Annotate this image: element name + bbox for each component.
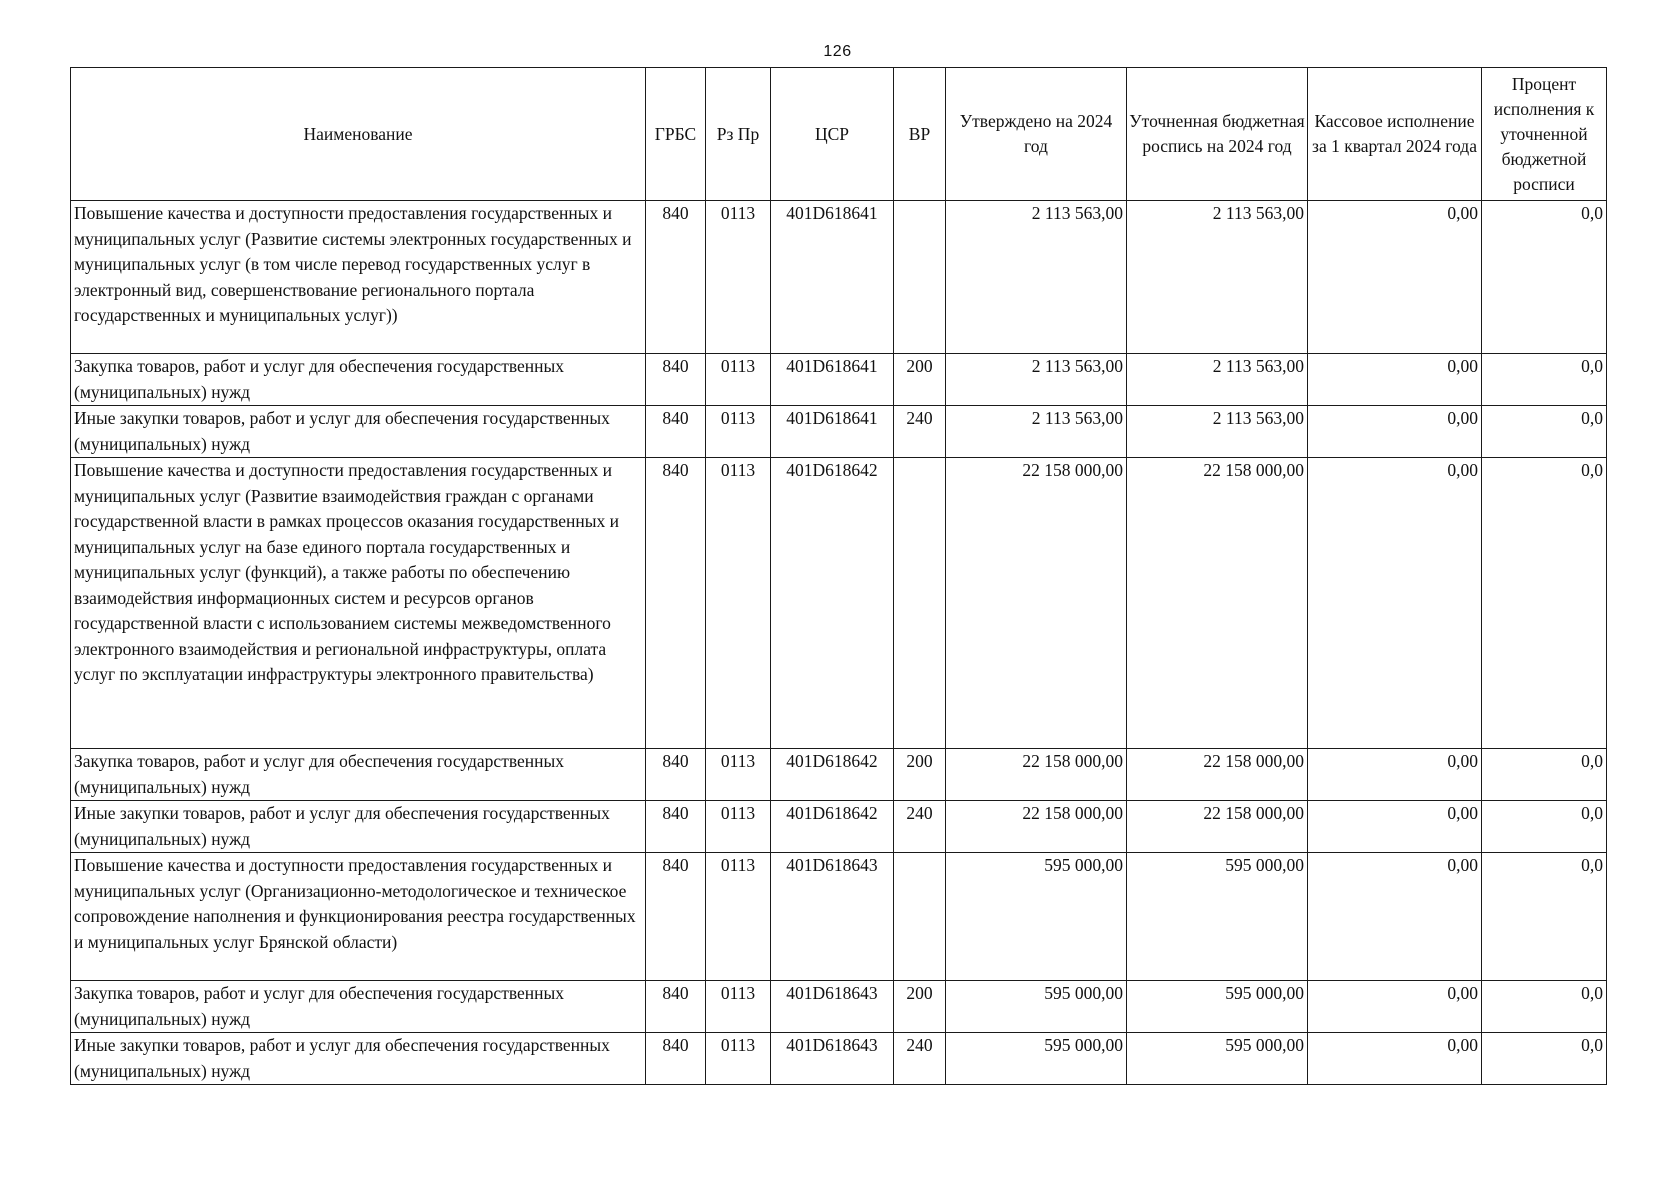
budget-execution-table <box>70 67 1607 1085</box>
row-cash: 0,00 <box>1308 801 1482 853</box>
row-name: Иные закупки товаров, работ и услуг для обеспечения государственных (муниципальных) нужд <box>71 1033 646 1085</box>
row-rzpr: 0113 <box>706 853 771 981</box>
row-grbs: 840 <box>646 981 706 1033</box>
row-grbs: 840 <box>646 801 706 853</box>
table-row <box>71 749 1607 801</box>
header-vr: ВР <box>894 68 946 201</box>
header-cash: Кассовое исполнение за 1 квартал 2024 года <box>1308 68 1482 201</box>
row-refined: 22 158 000,00 <box>1127 801 1308 853</box>
row-csr: 401D618642 <box>771 801 894 853</box>
row-name: Повышение качества и доступности предоставления государственных и муниципальных услуг (Организационно-методологическое и техническое сопровождение наполнения и функционирования реестра государственных и муниципальных услуг Брянской области) <box>71 853 646 981</box>
row-percent: 0,0 <box>1482 201 1607 354</box>
row-vr: 240 <box>894 406 946 458</box>
row-grbs: 840 <box>646 201 706 354</box>
row-rzpr: 0113 <box>706 458 771 749</box>
row-refined: 595 000,00 <box>1127 1033 1308 1085</box>
row-cash: 0,00 <box>1308 458 1482 749</box>
row-vr: 200 <box>894 354 946 406</box>
row-approved: 2 113 563,00 <box>946 201 1127 354</box>
row-vr <box>894 201 946 354</box>
row-percent: 0,0 <box>1482 801 1607 853</box>
row-name: Повышение качества и доступности предоставления государственных и муниципальных услуг (Развитие взаимодействия граждан с органами государственной власти в рамках процессов оказания государственных и муниципальных услуг на базе единого портала государственных и муниципальных услуг (функций), а также работы по обеспечению взаимодействия информационных систем и ресурсов органов государственной власти с использованием системы межведомственного электронного взаимодействия и региональной инфраструктуры, оплата услуг по эксплуатации инфраструктуры электронного правительства) <box>71 458 646 749</box>
row-csr: 401D618641 <box>771 354 894 406</box>
table-row <box>71 201 1607 354</box>
row-approved: 595 000,00 <box>946 1033 1127 1085</box>
table-row <box>71 406 1607 458</box>
row-refined: 2 113 563,00 <box>1127 201 1308 354</box>
row-rzpr: 0113 <box>706 354 771 406</box>
table-row <box>71 354 1607 406</box>
header-percent: Процент исполнения к уточненной бюджетной росписи <box>1482 68 1607 201</box>
row-csr: 401D618643 <box>771 981 894 1033</box>
row-approved: 2 113 563,00 <box>946 354 1127 406</box>
row-cash: 0,00 <box>1308 749 1482 801</box>
row-rzpr: 0113 <box>706 1033 771 1085</box>
row-vr <box>894 458 946 749</box>
row-name: Иные закупки товаров, работ и услуг для обеспечения государственных (муниципальных) нужд <box>71 801 646 853</box>
row-name: Закупка товаров, работ и услуг для обеспечения государственных (муниципальных) нужд <box>71 354 646 406</box>
header-name: Наименование <box>71 68 646 201</box>
header-rzpr: Рз Пр <box>706 68 771 201</box>
row-cash: 0,00 <box>1308 853 1482 981</box>
row-grbs: 840 <box>646 406 706 458</box>
row-refined: 22 158 000,00 <box>1127 749 1308 801</box>
row-name: Повышение качества и доступности предоставления государственных и муниципальных услуг (Развитие системы электронных государственных и муниципальных услуг (в том числе перевод государственных услуг в электронный вид, совершенствование регионального портала государственных и муниципальных услуг)) <box>71 201 646 354</box>
row-refined: 595 000,00 <box>1127 853 1308 981</box>
row-percent: 0,0 <box>1482 749 1607 801</box>
table-row <box>71 981 1607 1033</box>
row-vr <box>894 853 946 981</box>
row-grbs: 840 <box>646 458 706 749</box>
row-approved: 22 158 000,00 <box>946 458 1127 749</box>
row-percent: 0,0 <box>1482 1033 1607 1085</box>
row-percent: 0,0 <box>1482 458 1607 749</box>
row-csr: 401D618642 <box>771 458 894 749</box>
header-refined: Уточненная бюджетная роспись на 2024 год <box>1127 68 1308 201</box>
header-grbs: ГРБС <box>646 68 706 201</box>
row-grbs: 840 <box>646 749 706 801</box>
row-cash: 0,00 <box>1308 354 1482 406</box>
row-approved: 595 000,00 <box>946 853 1127 981</box>
row-grbs: 840 <box>646 1033 706 1085</box>
row-rzpr: 0113 <box>706 406 771 458</box>
row-rzpr: 0113 <box>706 801 771 853</box>
row-refined: 22 158 000,00 <box>1127 458 1308 749</box>
page-number: 126 <box>823 43 852 60</box>
row-refined: 595 000,00 <box>1127 981 1308 1033</box>
row-percent: 0,0 <box>1482 406 1607 458</box>
row-refined: 2 113 563,00 <box>1127 354 1308 406</box>
row-grbs: 840 <box>646 354 706 406</box>
row-csr: 401D618641 <box>771 201 894 354</box>
header-row <box>71 68 1607 201</box>
row-cash: 0,00 <box>1308 981 1482 1033</box>
row-approved: 22 158 000,00 <box>946 749 1127 801</box>
row-csr: 401D618641 <box>771 406 894 458</box>
row-rzpr: 0113 <box>706 201 771 354</box>
row-approved: 2 113 563,00 <box>946 406 1127 458</box>
row-cash: 0,00 <box>1308 1033 1482 1085</box>
table-row <box>71 1033 1607 1085</box>
row-percent: 0,0 <box>1482 853 1607 981</box>
row-cash: 0,00 <box>1308 201 1482 354</box>
row-vr: 200 <box>894 749 946 801</box>
row-cash: 0,00 <box>1308 406 1482 458</box>
row-csr: 401D618643 <box>771 1033 894 1085</box>
table-row <box>71 458 1607 749</box>
header-csr: ЦСР <box>771 68 894 201</box>
row-vr: 240 <box>894 1033 946 1085</box>
row-name: Иные закупки товаров, работ и услуг для обеспечения государственных (муниципальных) нужд <box>71 406 646 458</box>
row-name: Закупка товаров, работ и услуг для обеспечения государственных (муниципальных) нужд <box>71 749 646 801</box>
row-csr: 401D618643 <box>771 853 894 981</box>
row-csr: 401D618642 <box>771 749 894 801</box>
row-percent: 0,0 <box>1482 354 1607 406</box>
row-approved: 22 158 000,00 <box>946 801 1127 853</box>
header-approved: Утверждено на 2024 год <box>946 68 1127 201</box>
row-percent: 0,0 <box>1482 981 1607 1033</box>
row-vr: 200 <box>894 981 946 1033</box>
row-rzpr: 0113 <box>706 981 771 1033</box>
row-approved: 595 000,00 <box>946 981 1127 1033</box>
row-grbs: 840 <box>646 853 706 981</box>
table-row <box>71 853 1607 981</box>
row-name: Закупка товаров, работ и услуг для обеспечения государственных (муниципальных) нужд <box>71 981 646 1033</box>
row-vr: 240 <box>894 801 946 853</box>
table-row <box>71 801 1607 853</box>
row-refined: 2 113 563,00 <box>1127 406 1308 458</box>
row-rzpr: 0113 <box>706 749 771 801</box>
